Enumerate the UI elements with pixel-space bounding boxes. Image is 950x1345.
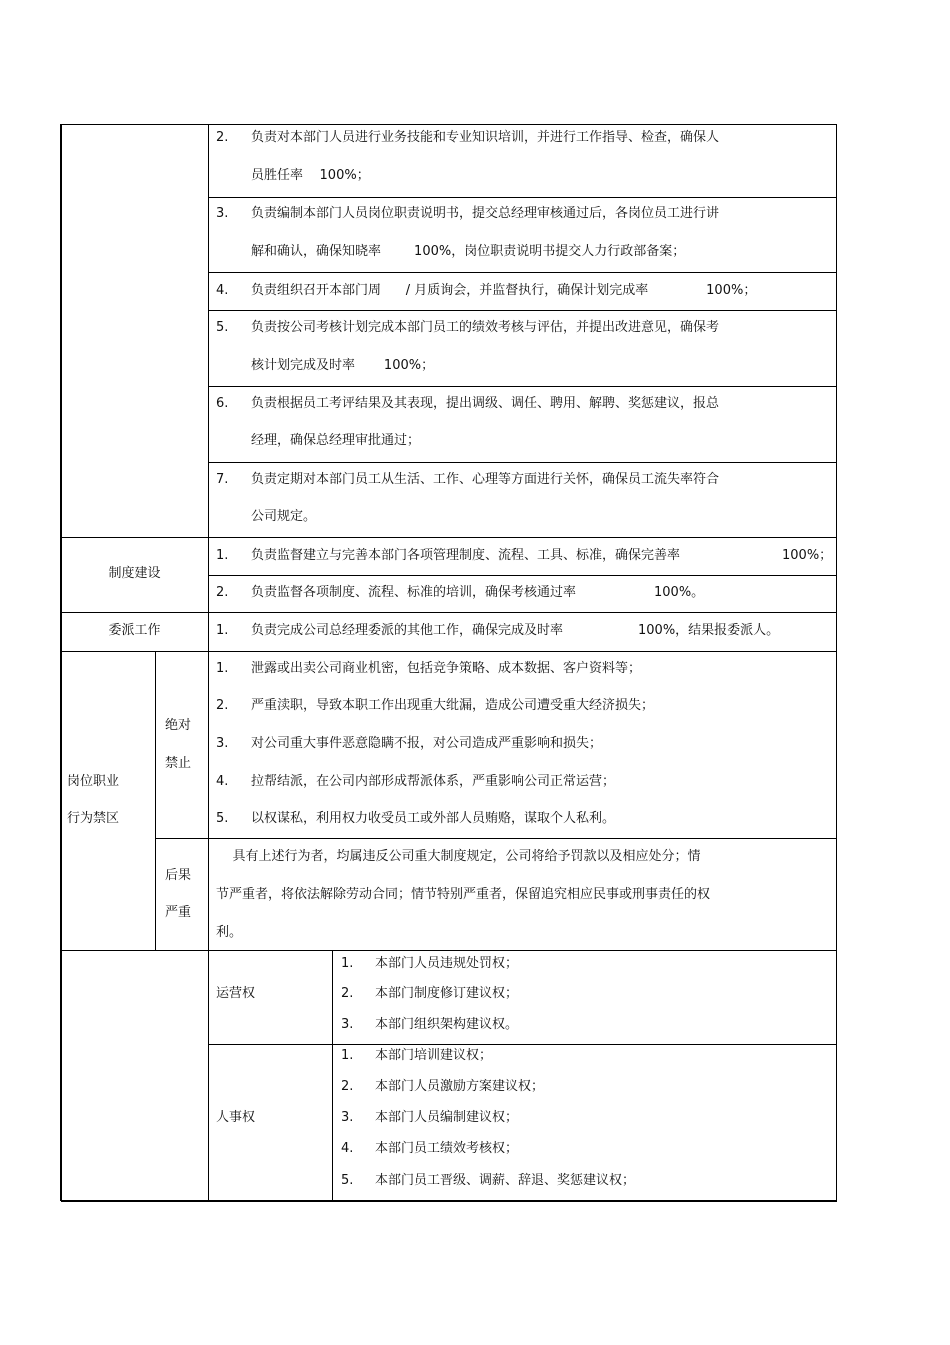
consequence-text: 节严重者，将依法解除劳动合同；情节特别严重者，保留追究相应民事或刑事责任的权 bbox=[216, 887, 711, 902]
authority-item-number: 5. bbox=[341, 1173, 354, 1188]
forbidden-item-number: 5. bbox=[216, 811, 229, 826]
assign-pct: 100%，结果报委派人。 bbox=[638, 623, 780, 638]
system-item-pct: 100%。 bbox=[654, 585, 705, 600]
table-border-left bbox=[60, 124, 62, 1201]
duty-text: 负责对本部门人员进行业务技能和专业知识培训，并进行工作指导、检查，确保人 bbox=[251, 130, 720, 145]
forbidden-item-number: 1. bbox=[216, 661, 229, 676]
table-border-right bbox=[836, 124, 837, 1201]
absolute-label: 禁止 bbox=[165, 756, 192, 771]
divider bbox=[208, 272, 836, 273]
system-item-text: 负责监督各项制度、流程、标准的培训，确保考核通过率 bbox=[251, 585, 577, 600]
divider bbox=[208, 124, 209, 651]
divider bbox=[208, 575, 836, 576]
duty-text: 解和确认，确保知晓率 100%，岗位职责说明书提交人力行政部备案； bbox=[251, 244, 686, 259]
table-border-bottom bbox=[61, 1200, 837, 1202]
authority-item-text: 本部门组织架构建议权。 bbox=[375, 1017, 519, 1032]
table-border-top bbox=[61, 124, 837, 125]
authority-item-number: 3. bbox=[341, 1017, 354, 1032]
forbidden-item-text: 严重渎职，导致本职工作出现重大纰漏，造成公司遭受重大经济损失； bbox=[251, 698, 655, 713]
authority-item-number: 3. bbox=[341, 1110, 354, 1125]
duty-text: 负责定期对本部门员工从生活、工作、心理等方面进行关怀，确保员工流失率符合 bbox=[251, 472, 720, 487]
system-item-pct: 100%； bbox=[782, 548, 833, 563]
authority-item-text: 本部门培训建议权； bbox=[375, 1048, 493, 1063]
forbidden-item-text: 泄露或出卖公司商业机密，包括竞争策略、成本数据、客户资料等； bbox=[251, 661, 642, 676]
divider bbox=[155, 651, 156, 951]
authority-item-number: 2. bbox=[341, 986, 354, 1001]
duty-text: 负责组织召开本部门周 / 月质询会，并监督执行，确保计划完成率 100%； bbox=[251, 283, 757, 298]
consequence-text: 具有上述行为者，均属违反公司重大制度规定，公司将给予罚款以及相应处分；情 bbox=[216, 849, 701, 864]
duty-text: 员胜任率 100%； bbox=[251, 168, 370, 183]
duty-text: 负责按公司考核计划完成本部门员工的绩效考核与评估，并提出改进意见，确保考 bbox=[251, 320, 720, 335]
forbidden-item-text: 对公司重大事件恶意隐瞒不报，对公司造成严重影响和损失； bbox=[251, 736, 603, 751]
forbidden-item-number: 2. bbox=[216, 698, 229, 713]
forbidden-label: 行为禁区 bbox=[67, 811, 120, 826]
authority-item-text: 本部门人员编制建议权； bbox=[375, 1110, 519, 1125]
duty-number: 5. bbox=[216, 320, 229, 335]
forbidden-item-text: 拉帮结派，在公司内部形成帮派体系，严重影响公司正常运营； bbox=[251, 774, 616, 789]
duty-text: 负责根据员工考评结果及其表现，提出调级、调任、聘用、解聘、奖惩建议，报总 bbox=[251, 396, 720, 411]
absolute-label: 绝对 bbox=[165, 718, 192, 733]
forbidden-item-number: 3. bbox=[216, 736, 229, 751]
authority-item-number: 2. bbox=[341, 1079, 354, 1094]
consequence-label: 严重 bbox=[165, 905, 192, 920]
authority-item-text: 本部门员工晋级、调薪、辞退、奖惩建议权； bbox=[375, 1173, 636, 1188]
authority-item-number: 1. bbox=[341, 956, 354, 971]
duty-text: 公司规定。 bbox=[251, 509, 317, 524]
assign-label: 委派工作 bbox=[108, 623, 161, 638]
duty-number: 2. bbox=[216, 130, 229, 145]
divider bbox=[208, 197, 836, 198]
divider bbox=[208, 386, 836, 387]
divider bbox=[208, 651, 209, 951]
authority-item-text: 本部门制度修订建议权； bbox=[375, 986, 519, 1001]
duty-number: 6. bbox=[216, 396, 229, 411]
divider bbox=[61, 537, 836, 538]
system-item-number: 1. bbox=[216, 548, 229, 563]
forbidden-item-number: 4. bbox=[216, 774, 229, 789]
consequence-text: 利。 bbox=[216, 925, 243, 940]
authority-item-number: 1. bbox=[341, 1048, 354, 1063]
divider bbox=[208, 310, 836, 311]
authority-item-text: 本部门员工绩效考核权； bbox=[375, 1141, 519, 1156]
forbidden-item-text: 以权谋私，利用权力收受员工或外部人员贿赂，谋取个人私利。 bbox=[251, 811, 616, 826]
assign-number: 1. bbox=[216, 623, 229, 638]
duty-text: 负责编制本部门人员岗位职责说明书，提交总经理审核通过后，各岗位员工进行讲 bbox=[251, 206, 720, 221]
duty-number: 7. bbox=[216, 472, 229, 487]
divider bbox=[61, 612, 836, 613]
authority-item-text: 本部门人员激励方案建议权； bbox=[375, 1079, 545, 1094]
system-item-number: 2. bbox=[216, 585, 229, 600]
assign-text: 负责完成公司总经理委派的其他工作，确保完成及时率 bbox=[251, 623, 564, 638]
operation-label: 运营权 bbox=[216, 986, 256, 1001]
divider bbox=[208, 462, 836, 463]
divider bbox=[208, 1044, 836, 1045]
authority-item-text: 本部门人员违规处罚权； bbox=[375, 956, 519, 971]
duty-text: 经理，确保总经理审批通过； bbox=[251, 433, 421, 448]
system-item-text: 负责监督建立与完善本部门各项管理制度、流程、工具、标准，确保完善率 bbox=[251, 548, 681, 563]
system-label: 制度建设 bbox=[108, 566, 161, 581]
divider bbox=[208, 950, 209, 1201]
divider bbox=[61, 950, 836, 951]
forbidden-label: 岗位职业 bbox=[67, 774, 120, 789]
divider bbox=[61, 651, 836, 652]
consequence-label: 后果 bbox=[165, 868, 192, 883]
divider bbox=[155, 838, 836, 839]
authority-item-number: 4. bbox=[341, 1141, 354, 1156]
divider bbox=[332, 950, 333, 1201]
duty-number: 4. bbox=[216, 283, 229, 298]
duty-number: 3. bbox=[216, 206, 229, 221]
personnel-label: 人事权 bbox=[216, 1110, 256, 1125]
duty-text: 核计划完成及时率 100%； bbox=[251, 358, 435, 373]
